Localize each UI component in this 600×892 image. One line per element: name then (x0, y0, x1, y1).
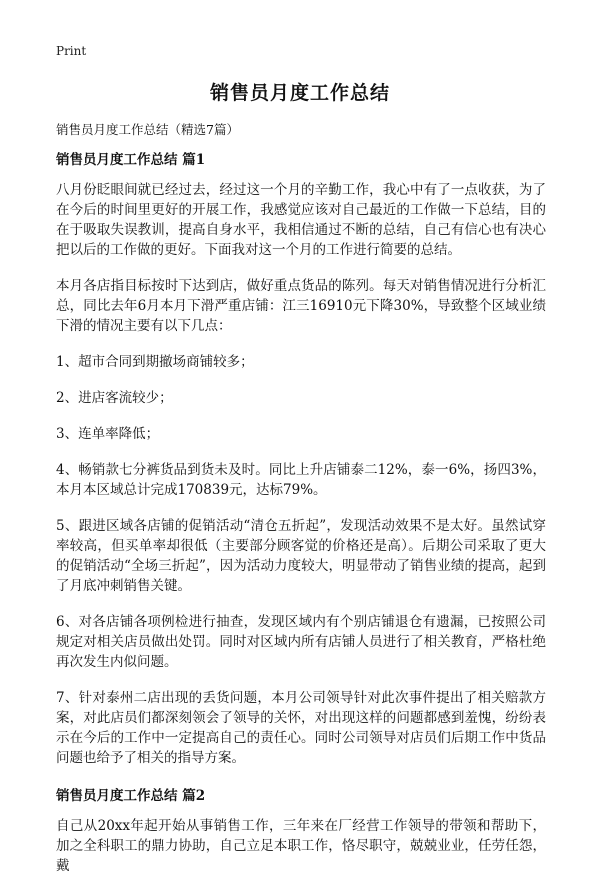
list-item: 6、对各店铺各项例检进行抽查，发现区域内有个别店铺退仓有遗漏，已按照公司规定对相关店员做出处罚。同时对区域内所有店铺人员进行了相关教育，严格杜绝再次发生内似问题。 (56, 614, 546, 670)
paragraph: 八月份眨眼间就已经过去，经过这一个月的辛勤工作，我心中有了一点收获，为了在今后的时间里更好的开展工作，我感觉应该对自己最近的工作做一下总结，目的在于吸取失误教训，提高自身水平，我相信通过不断的总结，自己有信心也有决心把以后的工作做的更好。下面我对这一个月的工作进行简要的总结。 (56, 182, 546, 258)
document-subtitle: 销售员月度工作总结（精选7篇） (56, 122, 239, 137)
list-item: 2、进店客流较少； (56, 390, 173, 406)
paragraph: 自己从20xx年起开始从事销售工作，三年来在厂经营工作领导的带领和帮助下，加之全科职工的鼎力协助，自己立足本职工作，恪尽职守，兢兢业业，任劳任怨，戴 (56, 818, 546, 874)
paragraph: 本月各店指目标按时下达到店，做好重点货品的陈列。每天对销售情况进行分析汇总，同比去年6月本月下滑严重店铺：江三16910元下降30%，导致整个区域业绩下滑的情况主要有以下几点： (56, 278, 546, 334)
document-title: 销售员月度工作总结 (209, 82, 390, 104)
list-item: 3、连单率降低； (56, 426, 160, 442)
list-item: 4、畅销款七分裤货品到货未及时。同比上升店铺泰二12%，泰一6%，扬四3%，本月本区域总计完成170839元，达标79%。 (56, 462, 546, 498)
print-label[interactable]: Print (56, 44, 87, 58)
list-item: 7、针对泰州二店出现的丢货问题，本月公司领导针对此次事件提出了相关赔款方案，对此店员们都深刻领会了领导的关怀，对出现这样的问题都感到羞愧，纷纷表示在今后的工作中一定提高自己的责任心。同时公司领导对店员们后期工作中货品问题也给予了相关的指导方案。 (56, 690, 546, 766)
section-heading-2: 销售员月度工作总结 篇2 (56, 788, 206, 804)
section-heading-1: 销售员月度工作总结 篇1 (56, 152, 206, 168)
list-item: 5、跟进区域各店铺的促销活动“清仓五折起”，发现活动效果不是太好。虽然试穿率较高，但买单率却很低（主要部分顾客觉的价格还是高）。后期公司采取了更大的促销活动“全场三折起”，因为活动力度较大，明显带动了销售业绩的提高，起到了月底冲刺销售关键。 (56, 518, 546, 594)
list-item: 1、超市合同到期撤场商铺较多； (56, 354, 254, 370)
document-body (56, 120, 546, 892)
